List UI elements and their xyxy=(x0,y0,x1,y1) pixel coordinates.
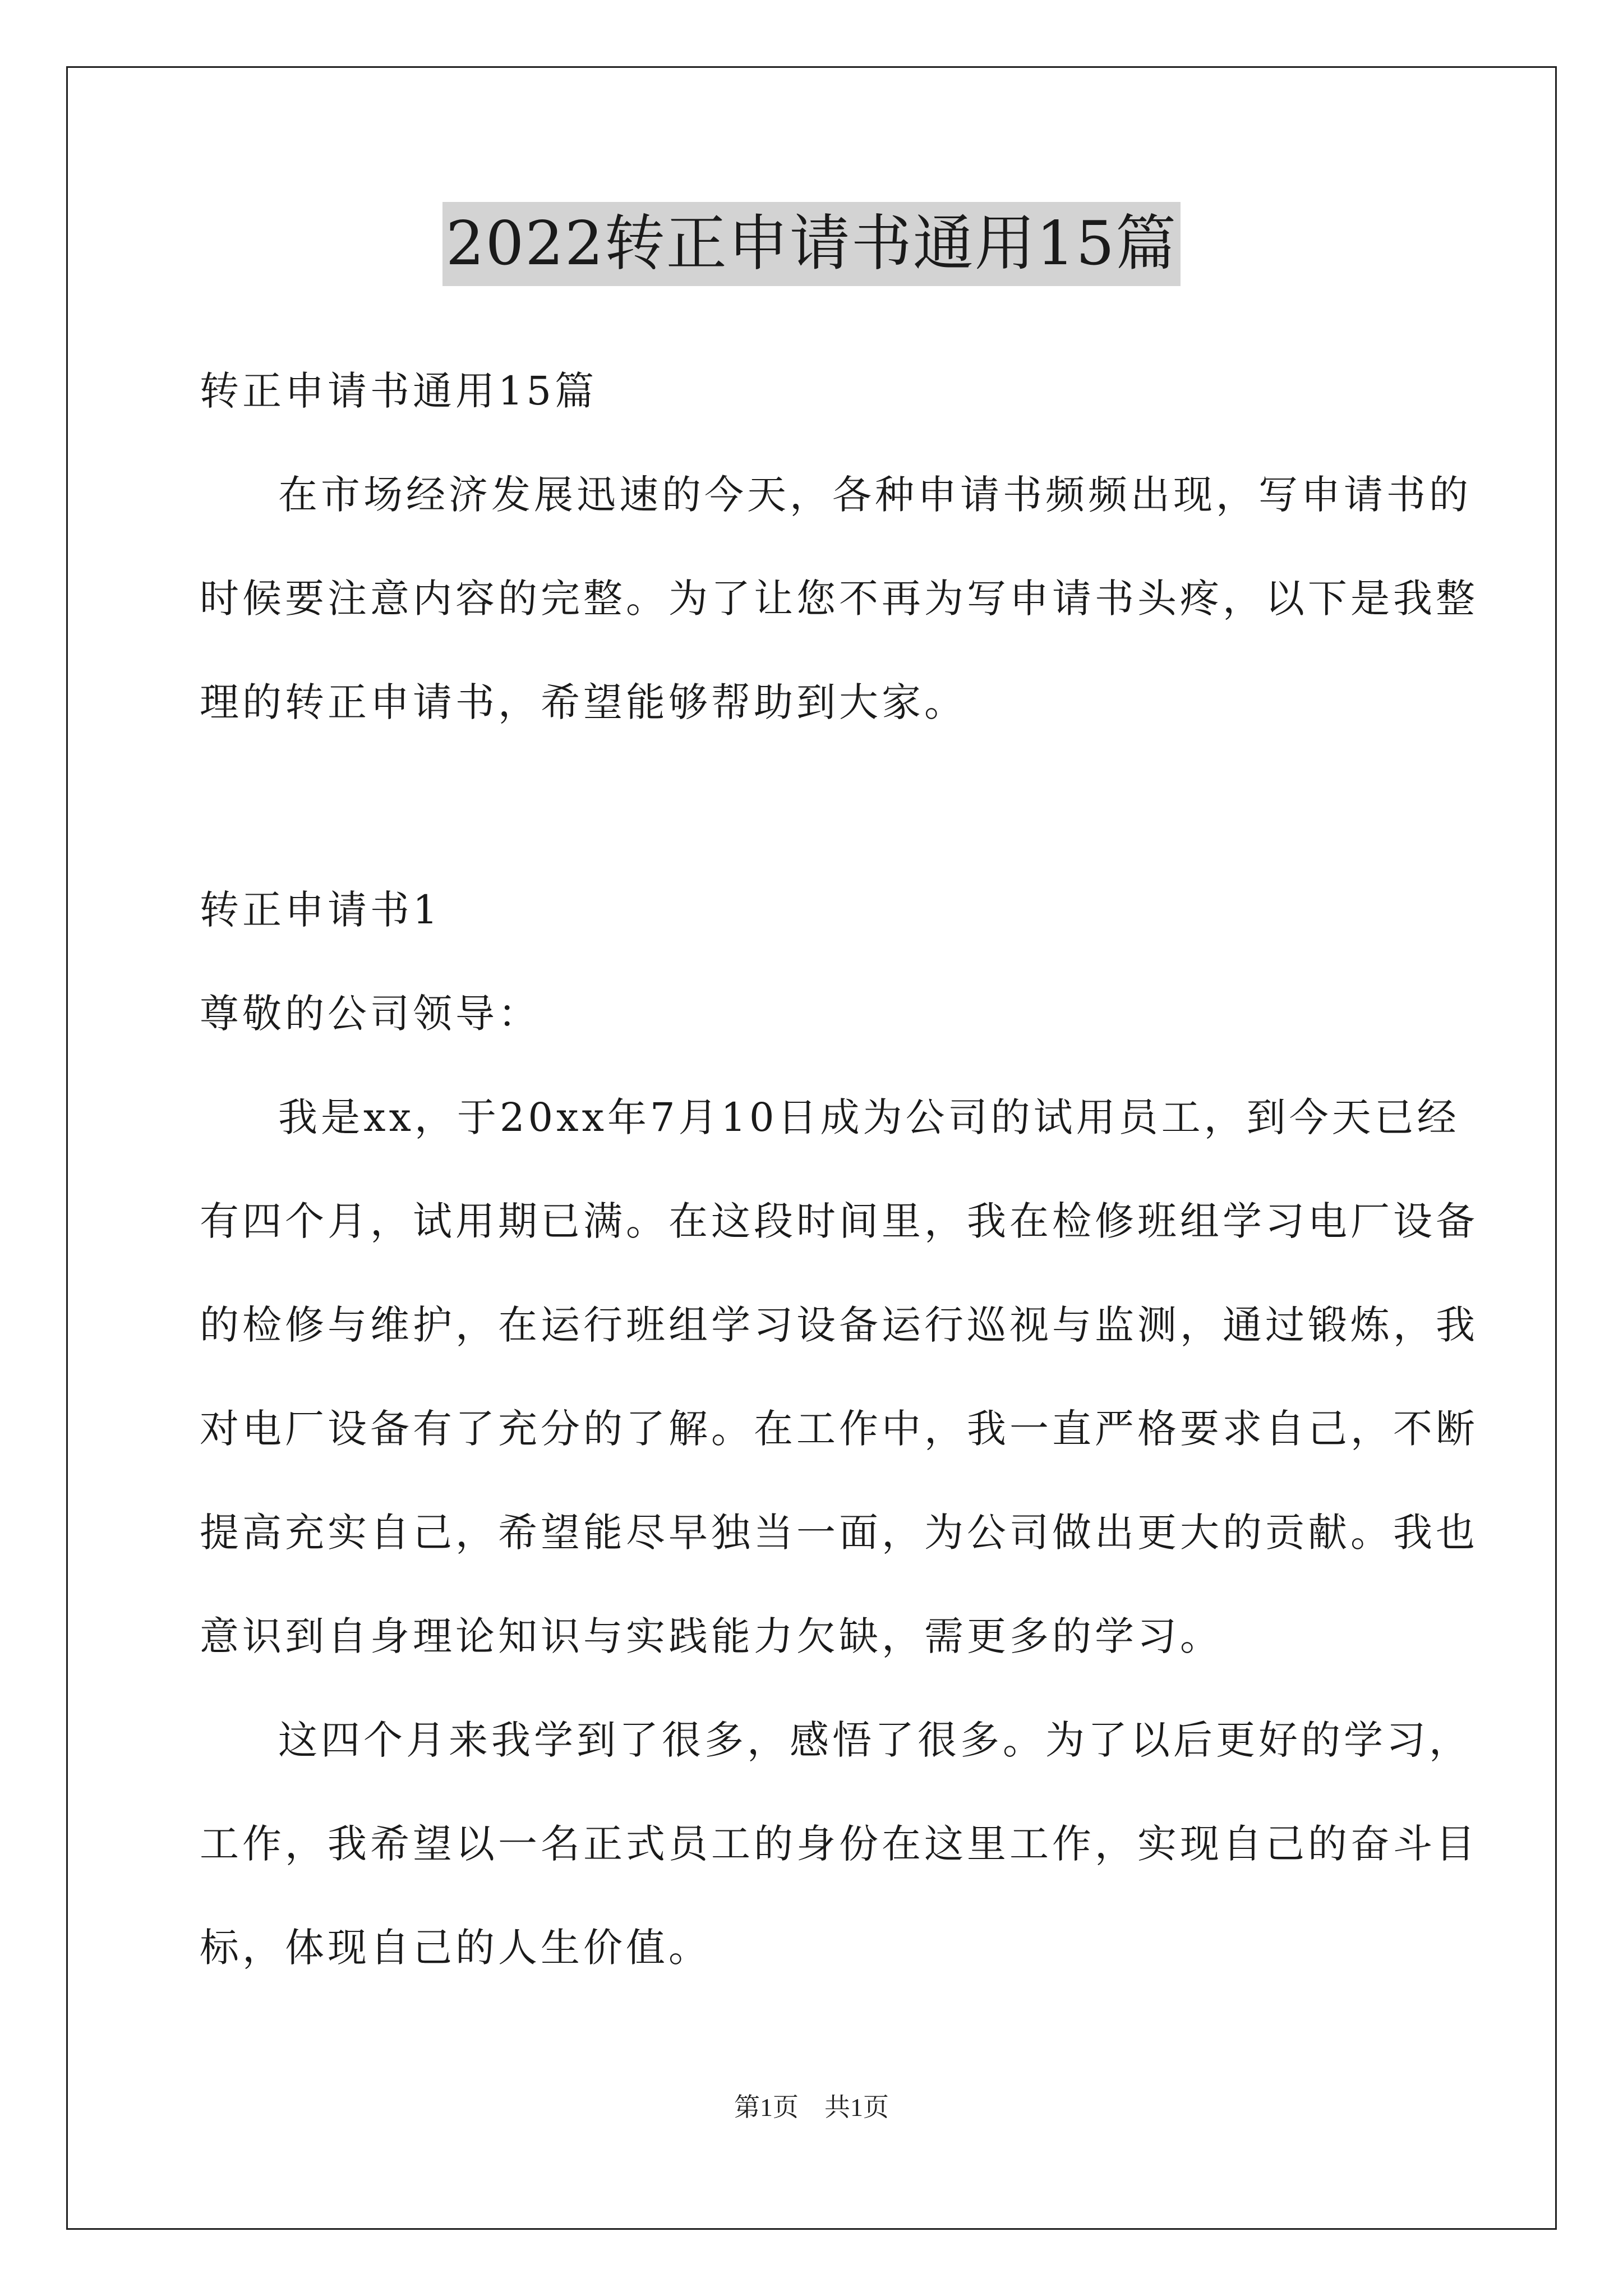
paragraph-line: 我是xx，于20xx年7月10日成为公司的试用员工，到今天已经 xyxy=(278,1094,1460,1140)
paragraph-line: 有四个月，试用期已满。在这段时间里，我在检修班组学习电厂设备 xyxy=(200,1198,1478,1244)
paragraph-line: 标，体现自己的人生价值。 xyxy=(200,1925,711,1971)
title-container xyxy=(0,202,1623,286)
document-title: 2022转正申请书通用15篇 xyxy=(442,202,1181,286)
paragraph-line: 意识到自身理论知识与实践能力欠缺，需更多的学习。 xyxy=(200,1613,1223,1659)
salutation: 尊敬的公司领导： xyxy=(200,991,541,1037)
section-heading: 转正申请书1 xyxy=(200,887,441,933)
intro-line: 时候要注意内容的完整。为了让您不再为写申请书头疼，以下是我整 xyxy=(200,576,1478,622)
paragraph-line: 提高充实自己，希望能尽早独当一面，为公司做出更大的贡献。我也 xyxy=(200,1510,1478,1556)
paragraph-line: 对电厂设备有了充分的了解。在工作中，我一直严格要求自己，不断 xyxy=(200,1406,1478,1452)
intro-line: 在市场经济发展迅速的今天，各种申请书频频出现，写申请书的 xyxy=(278,472,1472,518)
paragraph-line: 这四个月来我学到了很多，感悟了很多。为了以后更好的学习， xyxy=(278,1717,1472,1763)
intro-line: 理的转正申请书，希望能够帮助到大家。 xyxy=(200,679,967,725)
document-body xyxy=(200,339,1478,2000)
paragraph-line: 的检修与维护，在运行班组学习设备运行巡视与监测，通过锻炼，我 xyxy=(200,1302,1478,1348)
blank-line xyxy=(200,754,1431,858)
page-footer: 第1页 共1页 xyxy=(734,2093,889,2122)
paragraph-line: 工作，我希望以一名正式员工的身份在这里工作，实现自己的奋斗目 xyxy=(200,1821,1478,1867)
subtitle: 转正申请书通用15篇 xyxy=(200,368,598,414)
